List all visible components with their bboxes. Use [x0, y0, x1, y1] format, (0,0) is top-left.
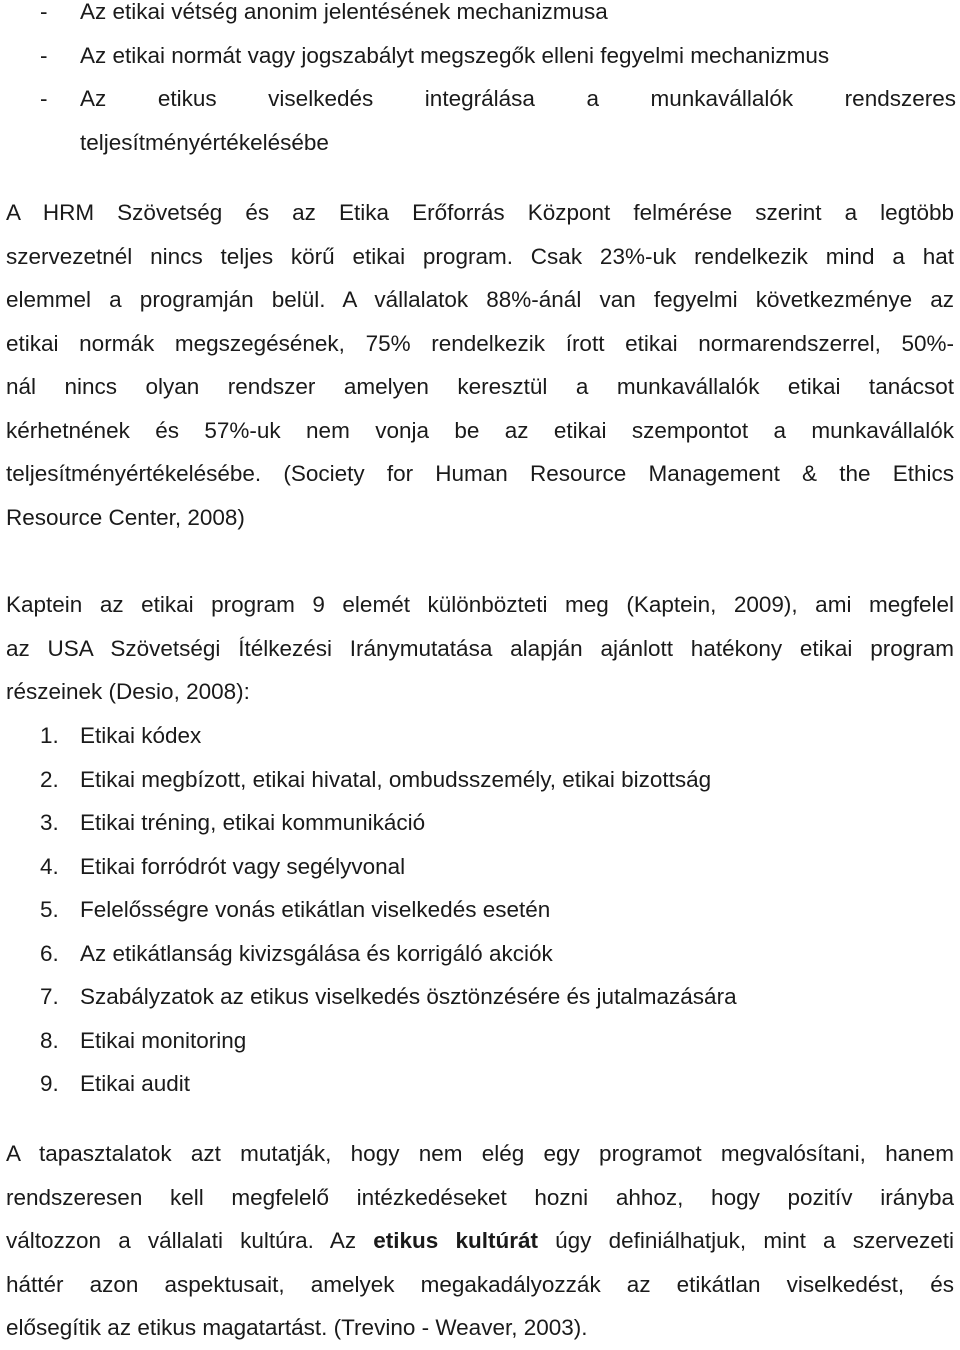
text-line: háttér azon aspektusait, amelyek megakadályozzák az etikátlan viselkedést, és [6, 1271, 954, 1297]
numbered-list-item [0, 714, 960, 758]
item-text: Az etikátlanság kivizsgálása és korrigáló akciók [80, 940, 553, 966]
item-number: 7. [40, 984, 59, 1009]
numbered-list-item [0, 845, 960, 889]
text-line-with-emphasis [6, 1219, 954, 1263]
numbered-list [0, 714, 960, 1106]
text-line: részeinek (Desio, 2008): [6, 679, 250, 704]
item-number: 8. [40, 1027, 59, 1053]
dash-marker: - [40, 0, 48, 24]
item-number: 4. [40, 853, 59, 879]
item-text: Etikai forródrót vagy segélyvonal [80, 853, 406, 879]
dash-item-text: Az etikai normát vagy jogszabályt megszegők elleni fegyelmi mechanizmus [80, 42, 830, 68]
item-number: 9. [40, 1071, 59, 1096]
paragraph-ethical-culture [6, 1132, 954, 1350]
numbered-list-item [0, 758, 960, 802]
item-number: 3. [40, 810, 59, 835]
text-line: szervezetnél nincs teljes körű etikai program. Csak 23%-uk rendelkezik mind a hat [6, 243, 954, 269]
text-segment: úgy definiálhatjuk, mint a szervezeti [537, 1228, 954, 1253]
item-number: 6. [40, 940, 59, 966]
dash-marker: - [40, 42, 48, 68]
numbered-list-item [0, 801, 960, 845]
numbered-list-item [0, 888, 960, 932]
text-segment: változzon a vállalati kultúra. Az [6, 1228, 374, 1253]
text-line: Resource Center, 2008) [6, 504, 245, 530]
dash-item-text: teljesítményértékelésébe [80, 129, 329, 155]
text-line: A tapasztalatok azt mutatják, hogy nem elég egy programot megvalósítani, hanem [6, 1141, 954, 1166]
dash-list-item [0, 34, 960, 78]
text-line: A HRM Szövetség és az Etika Erőforrás Központ felmérése szerint a legtöbb [6, 200, 954, 225]
item-text: Szabályzatok az etikus viselkedés ösztönzésére és jutalmazására [80, 984, 737, 1009]
dash-list-item [0, 77, 960, 164]
item-text: Etikai megbízott, etikai hivatal, ombudsszemély, etikai bizottság [80, 766, 712, 792]
text-line: Kaptein az etikai program 9 elemét különbözteti meg (Kaptein, 2009), ami megfelel [6, 592, 954, 617]
text-line: elemmel a programján belül. A vállalatok 88%-ánál van fegyelmi következménye az [6, 287, 954, 312]
text-line: kérhetnének és 57%-uk nem vonja be az etikai szempontot a munkavállalók [6, 417, 954, 443]
text-line: elősegítik az etikus magatartást. (Trevino - Weaver, 2003). [6, 1315, 588, 1340]
text-line: etikai normák megszegésének, 75% rendelkezik írott etikai normarendszerrel, 50%- [6, 330, 954, 356]
item-text: Etikai tréning, etikai kommunikáció [80, 810, 426, 835]
item-text: Etikai monitoring [80, 1027, 247, 1053]
numbered-list-item [0, 975, 960, 1019]
numbered-list-item [0, 1019, 960, 1063]
paragraph-kaptein [6, 583, 954, 714]
emphasized-term: etikus kultúrát [373, 1228, 538, 1253]
text-line: teljesítményértékelésébe. (Society for Human Resource Management & the Ethics [6, 461, 954, 486]
item-text: Felelősségre vonás etikátlan viselkedés esetén [80, 897, 551, 922]
numbered-list-item [0, 1062, 960, 1106]
item-text: Etikai kódex [80, 723, 202, 748]
item-text: Etikai audit [80, 1071, 191, 1096]
dash-list [0, 0, 960, 174]
paragraph-survey [6, 191, 954, 539]
dash-list-item [0, 0, 960, 34]
dash-item-text: Az etikai vétség anonim jelentésének mechanizmusa [80, 0, 608, 24]
dash-item-text: Az etikus viselkedés integrálása a munkavállalók rendszeres [80, 86, 956, 111]
item-number: 1. [40, 723, 59, 748]
item-number: 2. [40, 766, 59, 792]
text-line: nál nincs olyan rendszer amelyen keresztül a munkavállalók etikai tanácsot [6, 374, 954, 399]
numbered-list-item [0, 932, 960, 976]
text-line: rendszeresen kell megfelelő intézkedéseket hozni ahhoz, hogy pozitív irányba [6, 1184, 954, 1210]
dash-marker: - [40, 86, 48, 111]
text-line: az USA Szövetségi Ítélkezési Iránymutatása alapján ajánlott hatékony etikai program [6, 635, 954, 661]
item-number: 5. [40, 897, 59, 922]
